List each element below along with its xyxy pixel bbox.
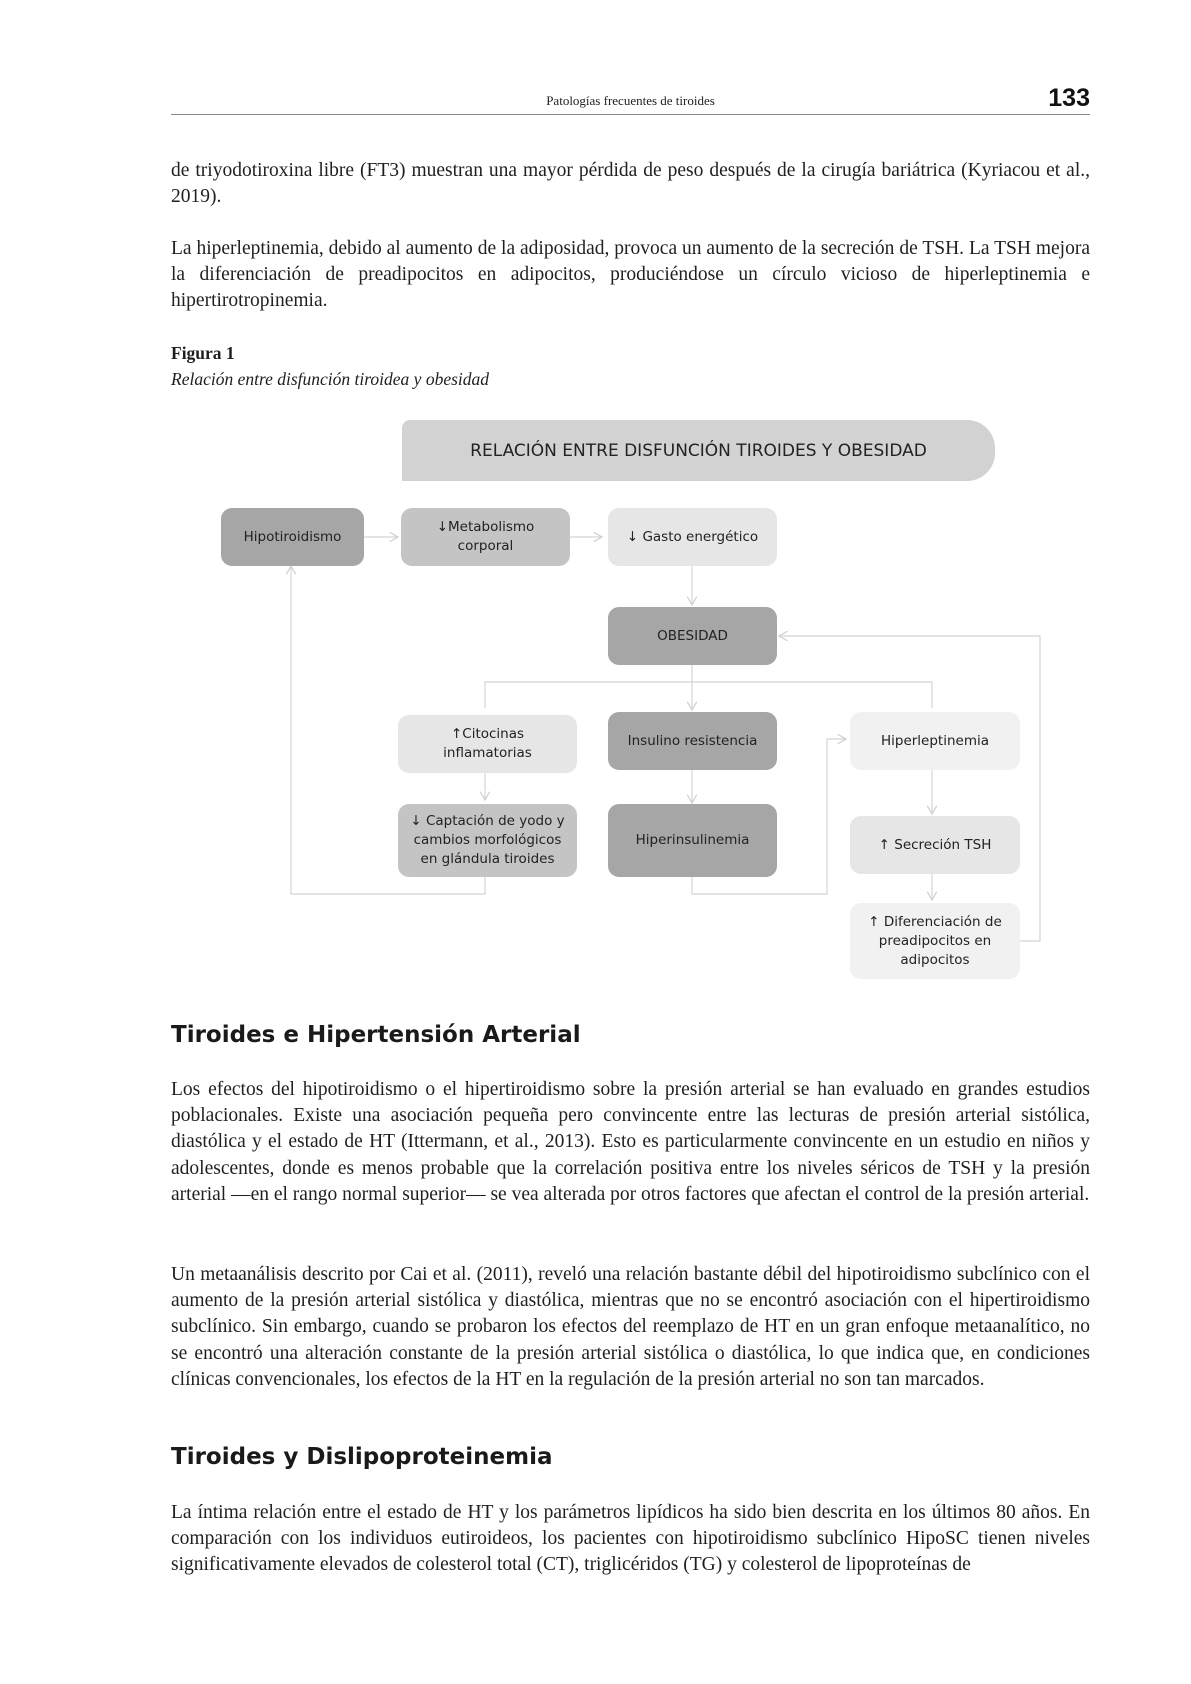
section-heading-hipertension: Tiroides e Hipertensión Arterial bbox=[171, 1022, 581, 1048]
node-insulino-resistencia: Insulino resistencia bbox=[608, 712, 777, 770]
running-title: Patologías frecuentes de tiroides bbox=[546, 93, 715, 108]
connector-obesidad-branches bbox=[485, 682, 932, 708]
section-heading-dislipoproteinemia: Tiroides y Dislipoproteinemia bbox=[171, 1444, 553, 1470]
node-hiperinsulinemia: Hiperinsulinemia bbox=[608, 804, 777, 877]
paragraph-4: Un metaanálisis descrito por Cai et al. (2011), reveló una relación bastante débil del hipotiroidismo subclínico con el aumento de la presión arterial sistólica y diastólica, mientras que no se encontró asociación con el hipertiroidismo subclínico. Sin embargo, cuando se probaron los efectos del reemplazo de HT en un gran enfoque metaanalítico, no se encontró una alteración constante de la presión arterial sistólica o diastólica, lo que indica que, en condiciones clínicas convencionales, los efectos de la HT en la regulación de la presión arterial no son tan marcados. bbox=[171, 1264, 1090, 1390]
paragraph-3: Los efectos del hipotiroidismo o el hipertiroidismo sobre la presión arterial se han evaluado en grandes estudios poblacionales. Existe una asociación pequeña pero convincente entre las lecturas de presión arterial sistólica, diastólica y el estado de HT (Ittermann, et al., 2013). Esto es particularmente convincente en un estudio en niños y adolescentes, donde es menos probable que la correlación positiva entre los niveles séricos de TSH y la presión arterial —en el rango normal superior— se vea alterada por otros factores que afectan el control de la presión arterial. bbox=[171, 1079, 1090, 1205]
running-header bbox=[171, 84, 1090, 115]
node-hiperleptinemia: Hiperleptinemia bbox=[850, 712, 1020, 770]
node-metabolismo: ↓Metabolismo corporal bbox=[401, 508, 570, 566]
node-hipotiroidismo: Hipotiroidismo bbox=[221, 508, 364, 566]
paragraph-2: La hiperleptinemia, debido al aumento de la adiposidad, provoca un aumento de la secreción de TSH. La TSH mejora la diferenciación de preadipocitos en adipocitos, produciéndose un círculo vicioso de hiperleptinemia e hipertirotropinemia. bbox=[171, 238, 1090, 312]
node-diferenciacion: ↑ Diferenciación de preadipocitos en adipocitos bbox=[850, 903, 1020, 979]
node-gasto-energetico: ↓ Gasto energético bbox=[608, 508, 777, 566]
figure-caption: Relación entre disfunción tiroidea y obesidad bbox=[171, 369, 490, 389]
connector-diferenciacion-obesidad bbox=[779, 636, 1040, 941]
paragraph-5: La íntima relación entre el estado de HT y los parámetros lipídicos ha sido bien descrita en los últimos 80 años. En comparación con los individuos eutiroideos, los pacientes con hipotiroidismo subclínico HipoSC tienen niveles significativamente elevados de colesterol total (CT), triglicéridos (TG) y colesterol de lipoproteínas de bbox=[171, 1502, 1090, 1576]
page-number: 133 bbox=[1048, 84, 1090, 112]
node-secrecion-tsh: ↑ Secreción TSH bbox=[850, 816, 1020, 874]
figure-label: Figura 1 bbox=[171, 343, 235, 363]
node-captacion: ↓ Captación de yodo y cambios morfológicos en glándula tiroides bbox=[398, 804, 577, 877]
paragraph-1: de triyodotiroxina libre (FT3) muestran una mayor pérdida de peso después de la cirugía bariátrica (Kyriacou et al., 2019). bbox=[171, 160, 1090, 208]
node-citocinas: ↑Citocinas inflamatorias bbox=[398, 715, 577, 773]
diagram-banner: RELACIÓN ENTRE DISFUNCIÓN TIROIDES Y OBESIDAD bbox=[402, 420, 995, 481]
node-obesidad: OBESIDAD bbox=[608, 607, 777, 665]
